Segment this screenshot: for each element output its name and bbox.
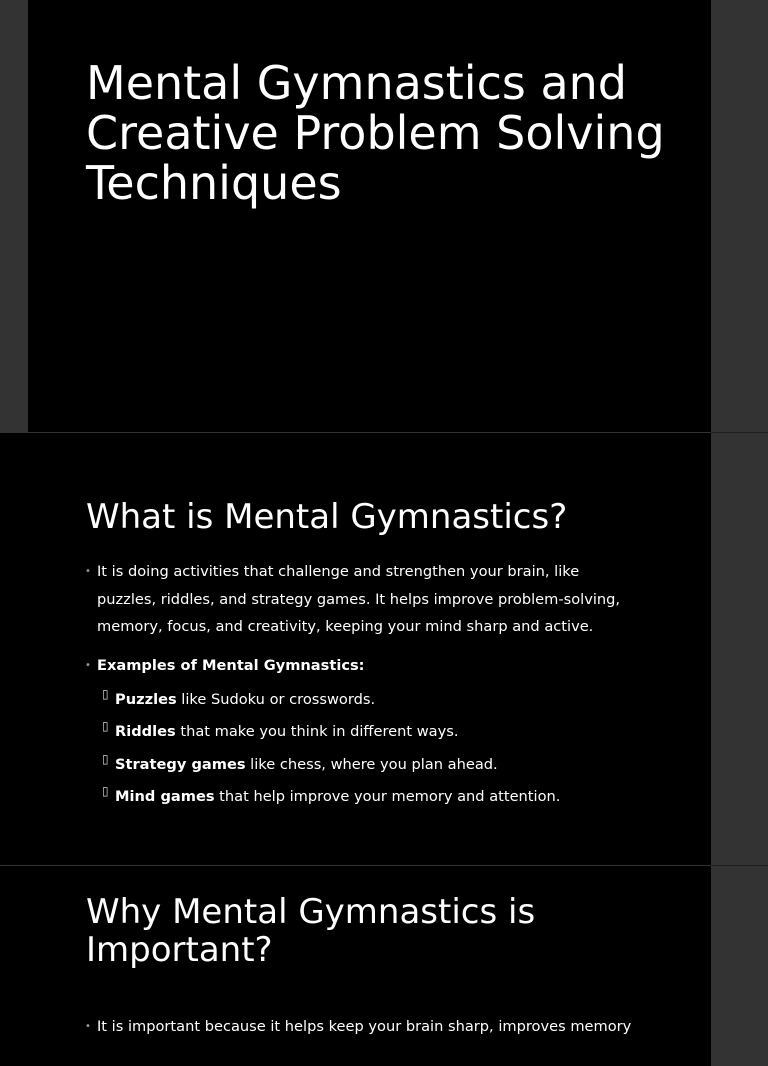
bullet-icon: • <box>85 566 91 577</box>
bullet-icon: • <box>85 660 91 672</box>
bullet-text: It is important because it helps keep your brain sharp, improves memory <box>97 1018 632 1035</box>
sub-bullet-item <box>97 749 625 781</box>
bullet-icon: • <box>85 1021 91 1032</box>
example-text: like Sudoku or crosswords. <box>176 690 376 708</box>
slide-separator <box>711 865 768 866</box>
example-name: Riddles <box>115 723 176 741</box>
bullet-text: Examples of Mental Gymnastics: <box>97 657 365 675</box>
square-bullet-icon: ▯ <box>102 784 109 799</box>
square-bullet-icon: ▯ <box>102 719 109 734</box>
presentation-title: Mental Gymnastics and Creative Problem Solving Techniques <box>86 56 665 210</box>
slide-separator <box>711 432 768 433</box>
example-text: that help improve your memory and attention. <box>214 788 561 806</box>
example-name: Strategy games <box>115 755 246 773</box>
square-bullet-icon: ▯ <box>102 751 109 766</box>
bullet-text: It is doing activities that challenge and strengthen your brain, like puzzles, riddles, and strategy games. It helps improve problem-solving, memory, focus, and creativity, keeping your mind sharp and active. <box>97 563 621 636</box>
sub-bullet-item <box>97 684 625 716</box>
sub-bullet-item <box>97 781 625 813</box>
example-name: Puzzles <box>115 690 177 708</box>
example-text: like chess, where you plan ahead. <box>245 755 498 773</box>
example-text: that make you think in different ways. <box>175 723 459 741</box>
sub-bullet-item <box>97 716 625 748</box>
sub-bullet-list <box>97 684 625 814</box>
slide-what-is[interactable] <box>0 433 711 865</box>
slide-heading: Why Mental Gymnastics is Important? <box>86 892 536 970</box>
bullet-item <box>85 652 625 813</box>
slide-title[interactable] <box>28 0 711 432</box>
bullet-item <box>85 558 625 641</box>
slide-heading: What is Mental Gymnastics? <box>86 497 568 537</box>
bullet-list <box>85 558 625 813</box>
example-name: Mind games <box>115 788 215 806</box>
square-bullet-icon: ▯ <box>102 686 109 701</box>
slide-why-important[interactable] <box>0 866 711 1066</box>
bullet-item <box>85 1017 657 1037</box>
